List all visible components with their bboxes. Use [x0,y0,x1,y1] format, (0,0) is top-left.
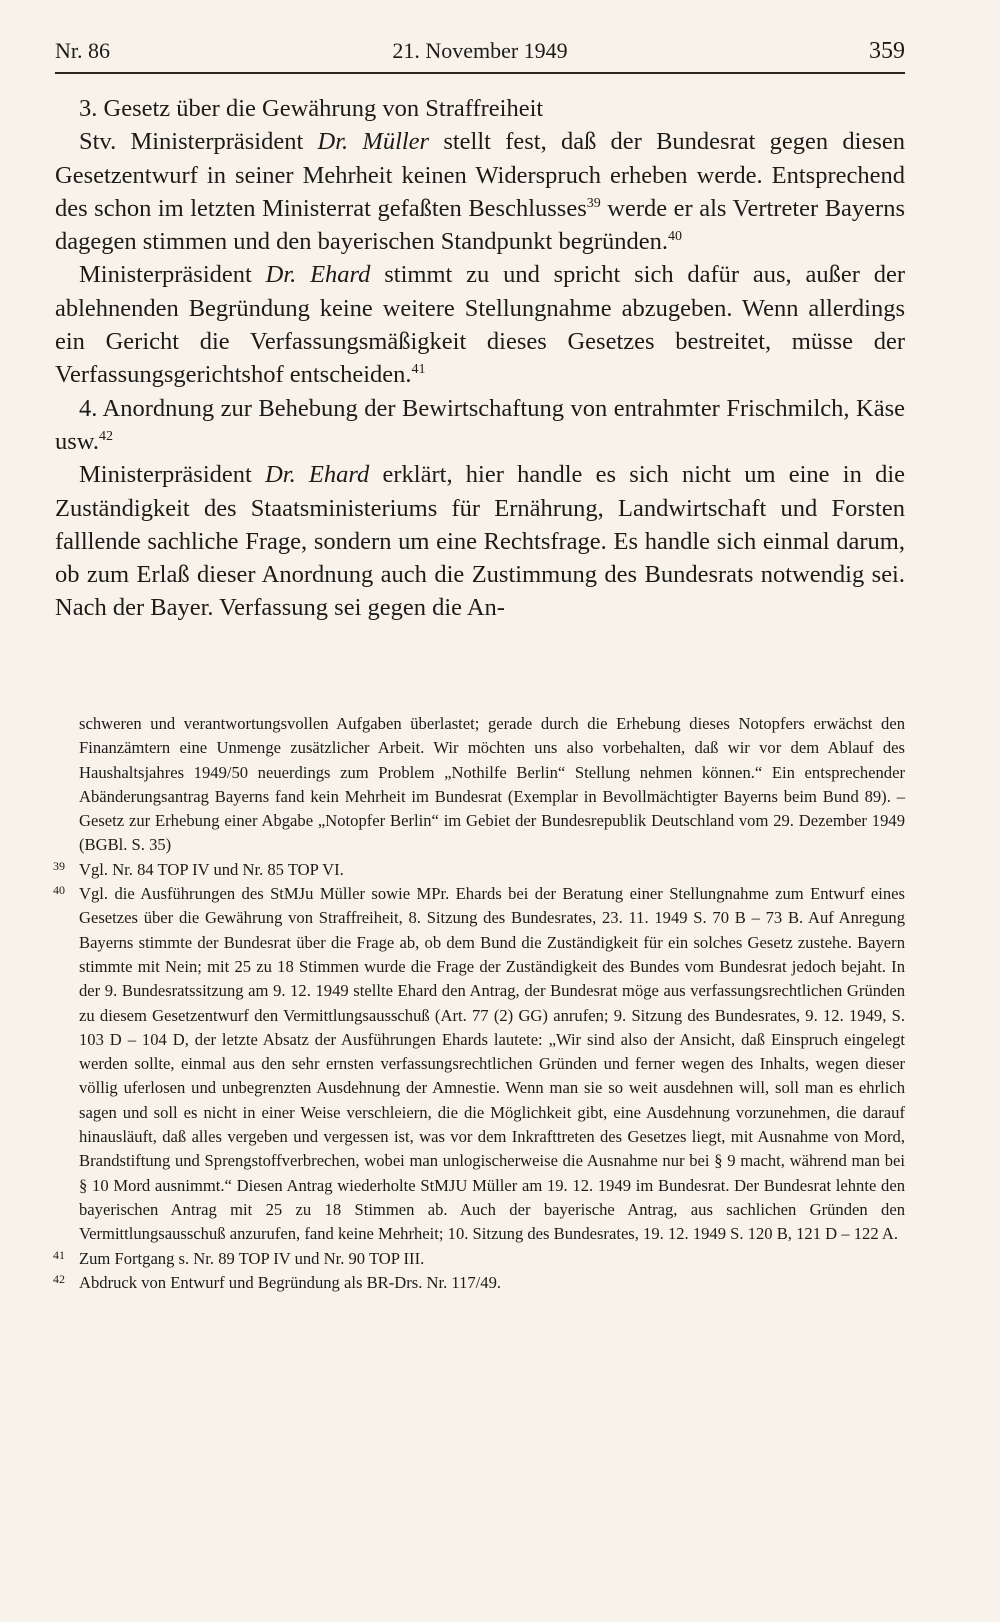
page-header [55,28,905,74]
footnote-ref-42[interactable]: 42 [99,428,114,444]
paragraph-ehard-2: Ministerpräsident Dr. Ehard erklärt, hier handle es sich nicht um eine in die Zuständigkeit des Staatsministeriums für Ernährung, Landwirtschaft und Forsten falllende sachliche Frage, sondern um eine Rechtsfrage. Es handle sich einmal darum, ob zum Erlaß dieser Anordnung auch die Zustimmung des Bundesrats notwendig sei. Nach der Bayer. Verfassung sei gegen die An- [55,461,905,622]
footnote-39: 39 Vgl. Nr. 84 TOP IV und Nr. 85 TOP VI. [53,858,344,879]
footnote-42: 42 Abdruck von Entwurf und Begründung als BR-Drs. Nr. 117/49. [53,1271,502,1292]
footnote-continuation: schweren und verantwortungsvollen Aufgaben überlastet; gerade durch die Erhebung dieses Notopfers erwächst den Finanzämtern eine Unmenge zusätzlicher Arbeit. Wir möchten uns also vorbehalten, daß wir vor dem Ablauf des Haushaltsjahres 1949/50 neuerdings zum Problem „Nothilfe Berlin“ Stellung nehmen können.“ Ein entsprechender Abänderungsantrag Bayerns fand kein Mehrheit im Bundesrat (Exemplar in Bevollmächtigter Bayerns beim Bund 89). – Gesetz zur Erhebung einer Abgabe „Notopfer Berlin“ im Gebiet der Bundesrepublik Deutschland vom 29. Dezember 1949 (BGBl. S. 35) [79,714,905,855]
footnotes [55,712,905,1295]
footnote-number: 41 [53,1247,65,1262]
agenda-item-3-heading: 3. Gesetz über die Gewährung von Straffreiheit [79,95,544,122]
footnote-number: 39 [53,858,65,873]
paragraph-ehard-1: Ministerpräsident Dr. Ehard stimmt zu und spricht sich dafür aus, außer der ablehnenden Begründung keine weitere Stellungnahme abzugeben. Wenn allerdings ein Gericht die Verfassungsmäßigkeit dieses Gesetzes bestreitet, müsse der Verfassungsgerichtshof entscheiden.$^{41}$ [55,261,905,389]
footnote-40: 40 Vgl. die Ausführungen des StMJu Müller sowie MPr. Ehards bei der Beratung einer Stellungnahme zum Entwurf eines Gesetzes über die Gewährung von Straffreiheit, 8. Sitzung des Bundesrates, 23. 11. 1949 S. 70 B – 73 B. Auf Anregung Bayerns stimmte der Bundesrat über die Frage ab, ob dem Bund die Zuständigkeit für ein solches Gesetz zustehe. Bayern stimmte mit Nein; mit 25 zu 18 Stimmen wurde die Frage der Zuständigkeit des Bundes vom Bundesrat jedoch bejaht. In der 9. Bundesratssitzung am 9. 12. 1949 stellte Ehard den Antrag, der Bundesrat möge aus verfassungsrechtlichen Gründen zu diesem Gesetzentwurf den Vermittlungsausschuß (Art. 77 (2) GG) anrufen; 9. Sitzung des Bundesrates, 9. 12. 1949, S. 103 D – 104 D, der letzte Absatz der Ausführungen Ehards lautete: „Wir sind also der Ansicht, daß Einspruch eingelegt werden sollte, einmal aus den sehr ernsten verfassungsrechtlichen Gründen und ferner wegen des Inhalts, wegen dieser völlig uferlosen und unbegrenzten Ausdehnung der Amnestie. Wenn man sie so weit ausdehnen will, soll man es ehrlich sagen und soll es nicht in einer Weise verschleiern, die die Möglichkeit gibt, eine Ausdehnung vorzunehmen, die darauf hinausläuft, daß alles vergeben und vergessen ist, was vor dem Inkrafttreten des Gesetzes liegt, mit Ausnahme von Mord, Brandstiftung und Sprengstoffverbrechen, wobei man unlogischerweise die Ausnahme nur bei § 9 macht, während man bei § 10 Mord ausnimmt.“ Diesen Antrag wiederholte StMJU Müller am 19. 12. 1949 im Bundesrat. Der Bundesrat lehnte den bayerischen Antrag mit 25 zu 18 Stimmen ab. Auch der bayerische Antrag, aus sachlichen Gründen den Vermittlungsausschuß anzurufen, fand keine Mehrheit; 10. Sitzung des Bundesrates, 19. 12. 1949 S. 120 B, 121 D – 122 A. [53,883,905,1244]
footnote-number: 40 [53,883,65,898]
main-text [55,92,905,625]
footnote-number: 42 [53,1271,65,1286]
footnote-ref-41[interactable]: 41 [411,362,426,378]
footnote-ref-40[interactable]: 40 [668,229,683,245]
paragraph-mueller: Stv. Ministerpräsident Dr. Müller stellt fest, daß der Bundesrat gegen diesen Gesetzentwurf in seiner Mehrheit keinen Widerspruch erheben werde. Entsprechend des schon im letzten Ministerrat gefaßten Beschlusses$^{39}$ werde er als Vertreter Bayerns dagegen stimmen und den bayerischen Standpunkt begründen.$^{40}$ [55,128,905,256]
footnote-ref-39[interactable]: 39 [586,195,601,211]
page-number: 359 [869,38,905,64]
agenda-item-4-heading: 4. Anordnung zur Behebung der Bewirtschaftung von entrahmter Frischmilch, Käse usw.$^{42}$ [55,394,905,455]
page-date: 21. November 1949 [392,38,568,63]
footnote-41: 41 Zum Fortgang s. Nr. 89 TOP IV und Nr. 90 TOP III. [53,1247,425,1268]
issue-number: Nr. 86 [55,38,110,63]
